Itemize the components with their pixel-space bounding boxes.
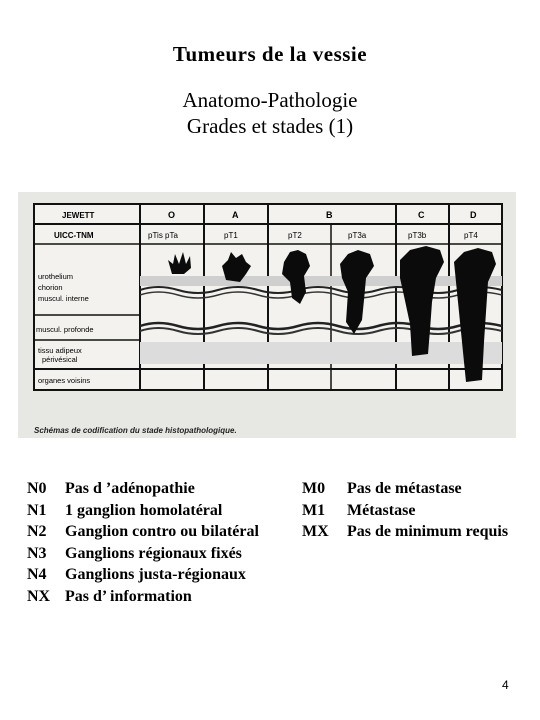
jewett-stage-a: A: [232, 210, 239, 220]
n-stage-code: N2: [27, 523, 47, 541]
layer-organs: organes voisins: [38, 376, 91, 385]
m-stage-code: M1: [302, 501, 326, 519]
layer-urothelium: urothelium: [38, 272, 74, 281]
m-stage-row: [302, 521, 508, 543]
n-stage-text: Ganglions justa-régionaux: [65, 566, 246, 584]
n-stage-row: [27, 564, 259, 586]
chorion-band: [140, 276, 502, 286]
n-stage-list: [27, 478, 259, 608]
staging-diagram-svg: [18, 192, 516, 438]
n-stage-text: Ganglions régionaux fixés: [65, 544, 242, 562]
layer-chorion: chorion: [38, 283, 63, 292]
layer-muscle-internal: muscul. interne: [38, 294, 89, 303]
n-stage-code: N4: [27, 566, 47, 584]
header-jewett: JEWETT: [62, 211, 95, 220]
n-stage-text: Pas d ’adénopathie: [65, 480, 195, 497]
layer-perivesical: périvésical: [42, 355, 78, 364]
page-title: Tumeurs de la vessie: [172, 42, 368, 66]
n-stage-row: [27, 521, 259, 543]
n-stage-row: [27, 500, 259, 522]
m-stage-code: M0: [302, 480, 326, 497]
layer-muscle-deep: muscul. profonde: [36, 325, 94, 334]
header-uicc: UICC-TNM: [54, 231, 94, 240]
jewett-stage-d: D: [470, 210, 477, 220]
subtitle-line-1: Anatomo-Pathologie: [182, 88, 358, 112]
tnm-stage-pt3b: pT3b: [408, 231, 427, 240]
staging-diagram: [18, 192, 516, 438]
page-number: 4: [502, 678, 509, 692]
n-stage-row: [27, 478, 259, 500]
tnm-stage-pt2: pT2: [288, 231, 302, 240]
n-stage-text: Ganglion contro ou bilatéral: [65, 523, 259, 541]
tnm-stage-pt4: pT4: [464, 231, 478, 240]
n-stage-text: 1 ganglion homolatéral: [65, 501, 223, 519]
n-stage-code: N3: [27, 544, 47, 562]
m-stage-text: Métastase: [347, 501, 416, 519]
tnm-stage-ptis: pTis pTa: [148, 231, 178, 240]
tnm-stage-pt3a: pT3a: [348, 231, 367, 240]
n-stage-code: N0: [27, 480, 47, 497]
adipose-band: [140, 342, 502, 364]
n-stage-row: [27, 586, 259, 608]
m-stage-text: Pas de métastase: [347, 480, 462, 497]
layer-adipose: tissu adipeux: [38, 346, 82, 355]
jewett-stage-b: B: [326, 210, 333, 220]
jewett-stage-c: C: [418, 210, 425, 220]
n-stage-code: N1: [27, 501, 47, 519]
jewett-stage-o: O: [168, 210, 176, 220]
m-stage-code: MX: [302, 523, 329, 541]
n-stage-row: [27, 543, 259, 565]
n-stage-text: Pas d’ information: [65, 587, 192, 605]
n-stage-code: NX: [27, 587, 51, 605]
tnm-stage-pt1: pT1: [224, 231, 238, 240]
m-stage-text: Pas de minimum requis: [347, 523, 509, 541]
figure-caption: Schémas de codification du stade histopathologique.: [34, 426, 237, 435]
m-stage-row: [302, 500, 508, 522]
m-stage-list: [302, 478, 508, 543]
subtitle-line-2: Grades et stades (1): [186, 114, 354, 138]
m-stage-row: [302, 478, 508, 500]
